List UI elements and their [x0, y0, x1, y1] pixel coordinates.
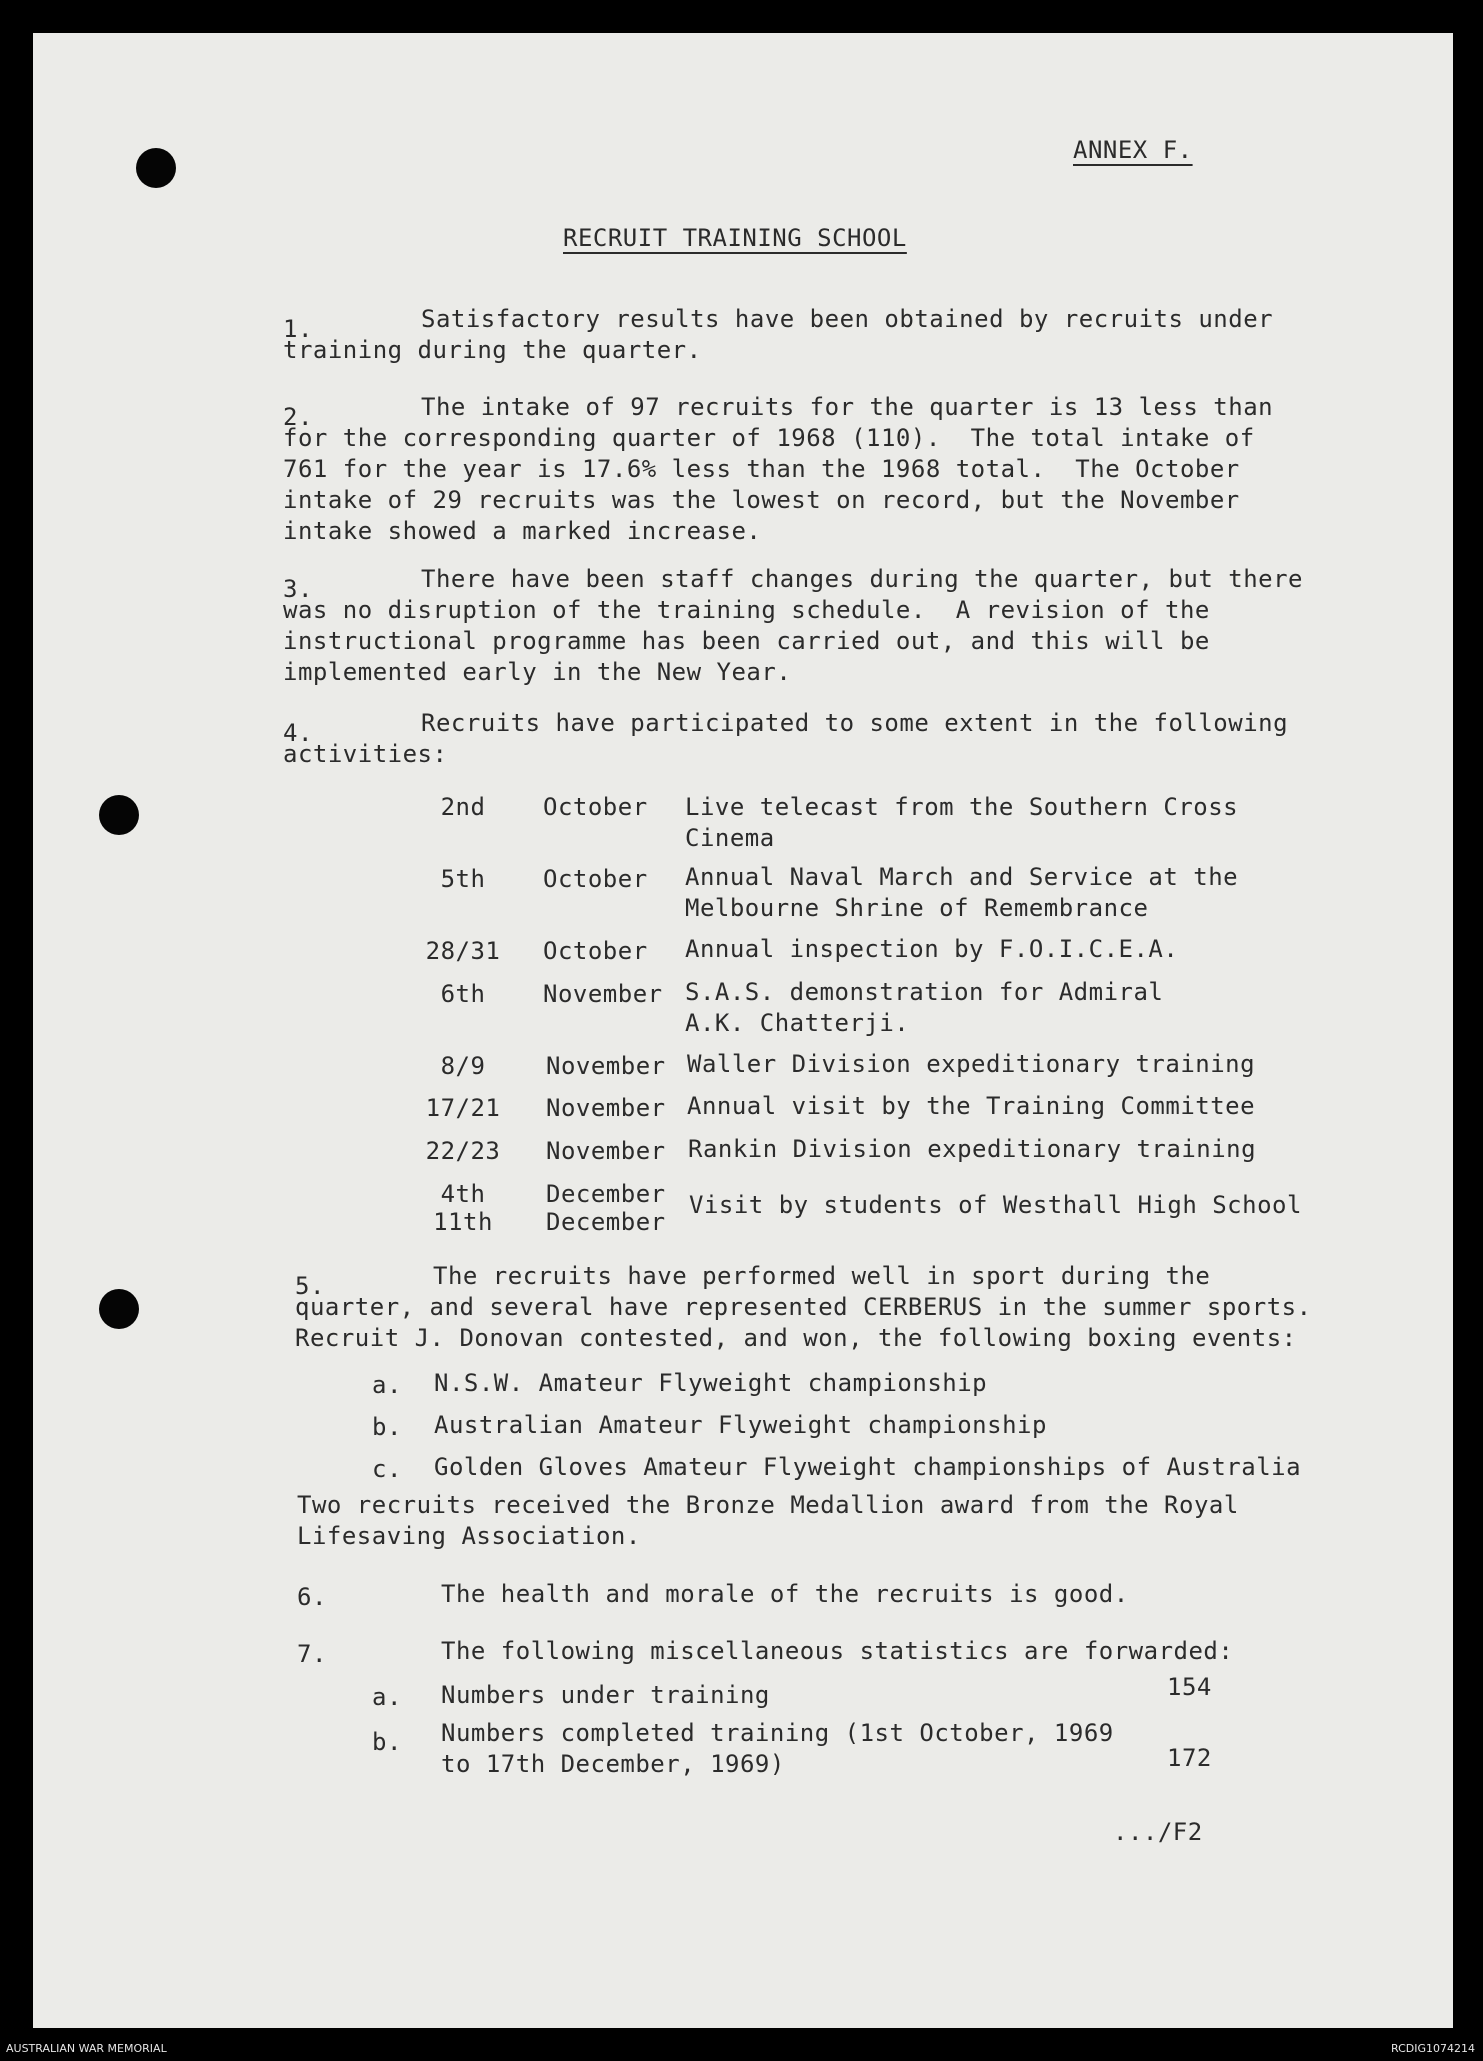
list-letter: c. [372, 1455, 402, 1483]
paragraph-number: 2. [283, 403, 313, 431]
activity-month: November [546, 1094, 666, 1122]
list-item: Golden Gloves Amateur Flyweight championships of Australia [434, 1453, 1302, 1481]
paragraph-number: 5. [295, 1272, 325, 1300]
activity-month: October [543, 865, 648, 893]
activity-day: 6th [440, 980, 486, 1008]
activity-month: November [546, 1052, 666, 1080]
statistic-value: 172 [1167, 1744, 1212, 1772]
paragraph-text: The following miscellaneous statistics are forwarded: [441, 1637, 1234, 1665]
paragraph-text: Recruits have participated to some extent in the following activities: [283, 709, 1289, 768]
statistic-value: 154 [1167, 1673, 1212, 1701]
punch-hole [136, 148, 176, 188]
archive-credit: AUSTRALIAN WAR MEMORIAL [6, 2042, 167, 2055]
list-letter: b. [372, 1728, 402, 1756]
list-letter: a. [372, 1683, 402, 1711]
annex-label: ANNEX F. [1073, 136, 1193, 164]
activity-day: 2nd [440, 793, 486, 821]
continuation-marker: .../F2 [1113, 1818, 1203, 1846]
list-item: Numbers completed training (1st October, 1969 to 17th December, 1969) [441, 1719, 1114, 1778]
activity-description: Visit by students of Westhall High School [689, 1191, 1302, 1219]
activity-month: November [546, 1137, 666, 1165]
activity-day: 4th 11th [433, 1180, 493, 1236]
paragraph-number: 6. [297, 1583, 327, 1611]
activity-description: Waller Division expeditionary training [687, 1050, 1256, 1078]
archive-reference: RCDIG1074214 [1390, 2042, 1475, 2055]
activity-day: 8/9 [440, 1052, 486, 1080]
list-letter: a. [372, 1371, 402, 1399]
paragraph-number: 4. [283, 719, 313, 747]
activity-description: Annual visit by the Training Committee [687, 1092, 1256, 1120]
paragraph-number: 1. [283, 315, 313, 343]
activity-day: 28/31 [425, 937, 501, 965]
activity-description: Live telecast from the Southern Cross Cinema [685, 793, 1239, 852]
list-item: N.S.W. Amateur Flyweight championship [434, 1369, 988, 1397]
list-item: Numbers under training [441, 1681, 770, 1709]
activity-description: Annual inspection by F.O.I.C.E.A. [685, 935, 1179, 963]
paragraph-number: 3. [283, 575, 313, 603]
activity-day: 22/23 [425, 1137, 501, 1165]
punch-hole [99, 1289, 139, 1329]
activity-day: 5th [440, 865, 486, 893]
paragraph-text: The intake of 97 recruits for the quarter is 13 less than for the corresponding quarter of 1968 (110). The total intake of 761 for the year is 17.6% less than the 1968 total. The October intake of 29 recruits was the lowest on record, but the November intake showed a marked increase. [283, 393, 1274, 545]
paragraph-number: 7. [297, 1640, 327, 1668]
paragraph-text: There have been staff changes during the quarter, but there was no disruption of the training schedule. A revision of the instructional programme has been carried out, and this will be implemented early in the New Year. [283, 565, 1304, 686]
activity-month: November [543, 980, 663, 1008]
paragraph-text: The recruits have performed well in sport during the quarter, and several have represented CERBERUS in the summer sports. Recruit J. Donovan contested, and won, the following boxing events: [295, 1262, 1312, 1352]
list-letter: b. [372, 1413, 402, 1441]
paragraph-text: Satisfactory results have been obtained by recruits under training during the quarter. [283, 305, 1274, 364]
paragraph-text: Two recruits received the Bronze Medallion award from the Royal Lifesaving Association. [297, 1491, 1239, 1550]
activity-day: 17/21 [425, 1094, 501, 1122]
punch-hole [99, 795, 139, 835]
activity-description: S.A.S. demonstration for Admiral A.K. Chatterji. [685, 978, 1164, 1037]
paragraph-text: The health and morale of the recruits is good. [441, 1580, 1129, 1608]
list-item: Australian Amateur Flyweight championship [434, 1411, 1047, 1439]
activity-description: Rankin Division expeditionary training [688, 1135, 1257, 1163]
page-title: RECRUIT TRAINING SCHOOL [563, 224, 907, 252]
activity-month: October [543, 937, 648, 965]
activity-month: December December [546, 1180, 666, 1236]
activity-month: October [543, 793, 648, 821]
activity-description: Annual Naval March and Service at the Melbourne Shrine of Remembrance [685, 863, 1239, 922]
